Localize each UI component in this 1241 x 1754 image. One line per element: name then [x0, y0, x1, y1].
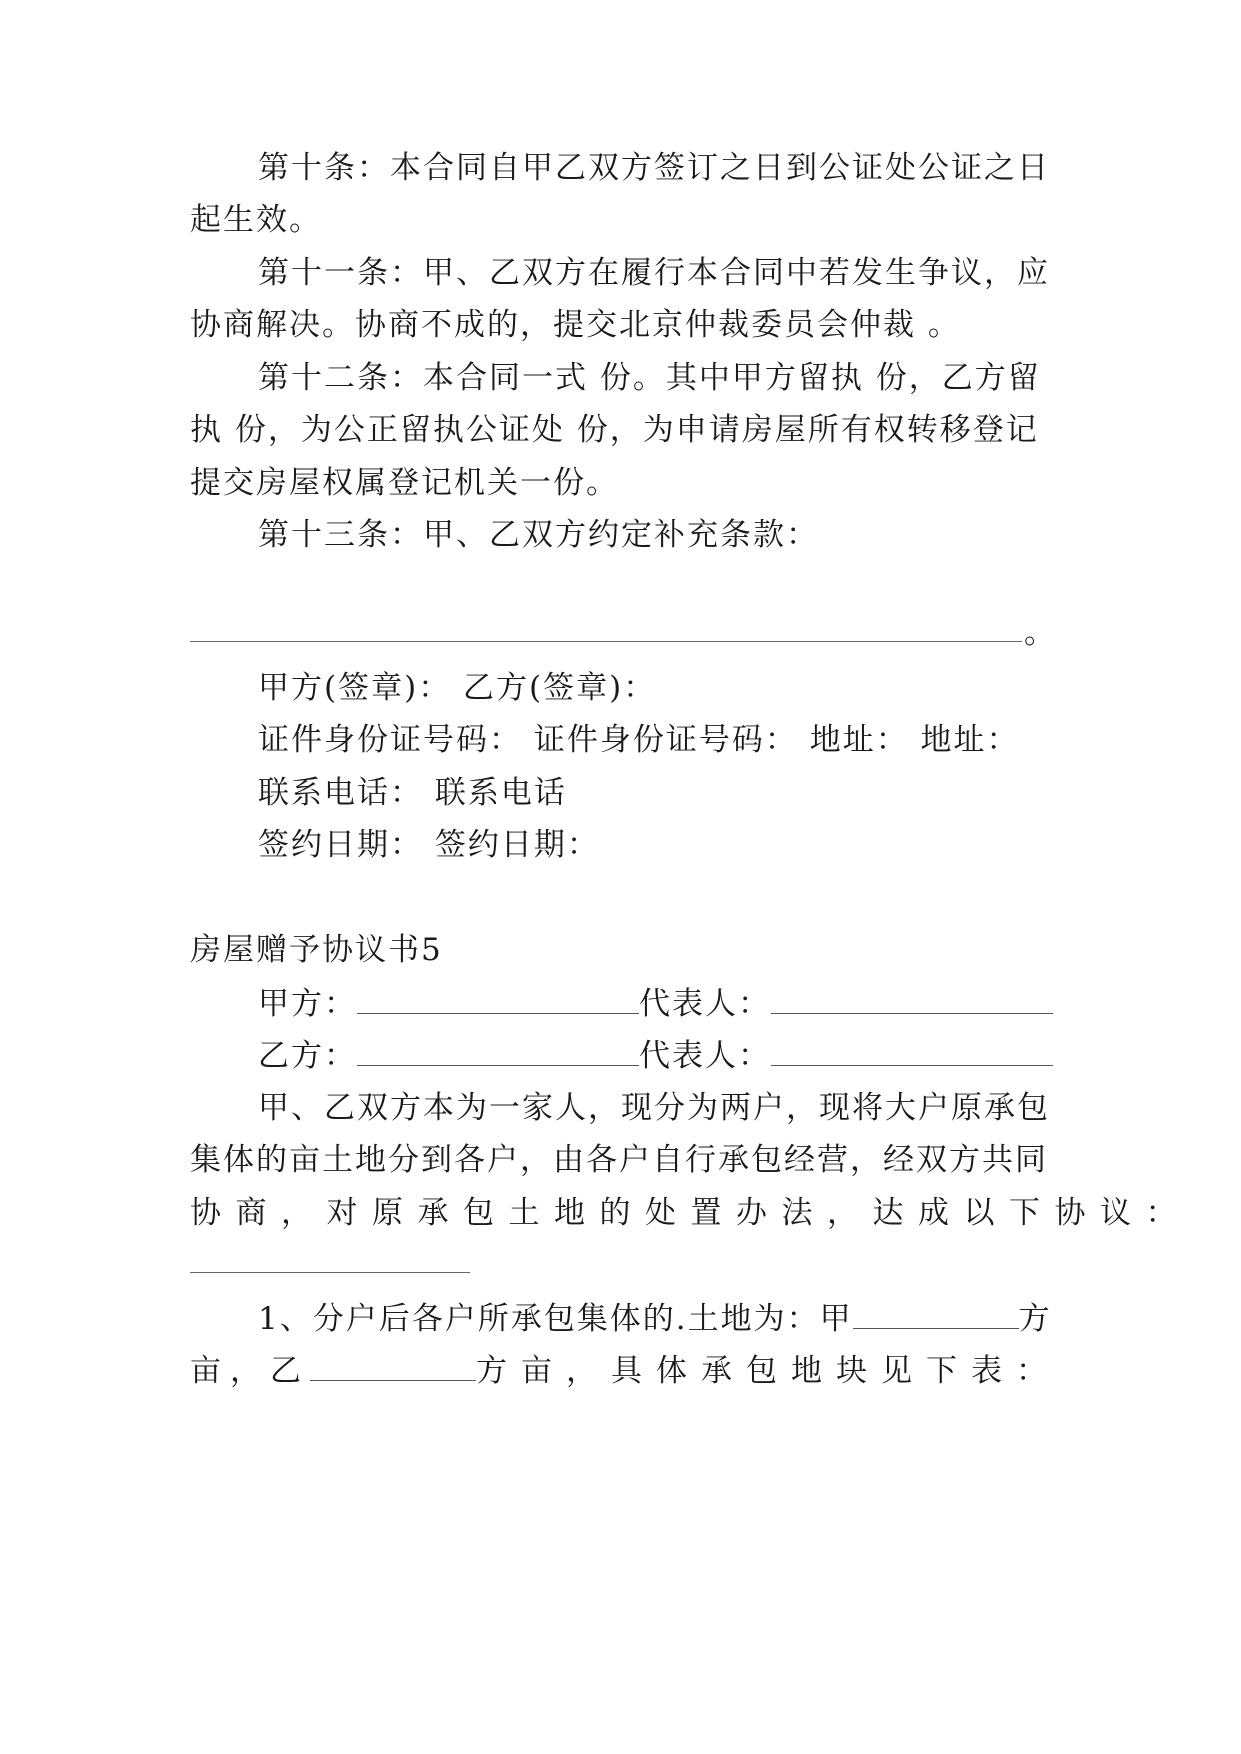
- clause-1-party-b-area-blank: [310, 1350, 476, 1381]
- doc5-intro-line-2: 集体的亩土地分到各户，由各户自行承包经营，经双方共同: [190, 1142, 1048, 1178]
- doc5-intro-blank: [190, 1272, 470, 1273]
- clause-1-text-a: 1、分户后各户所承包集体的.土地为：甲: [258, 1301, 853, 1337]
- article-11-line-1: 第十一条：甲、乙双方在履行本合同中若发生争议，应: [258, 255, 1050, 291]
- clause-1-text-d: 方亩，具体承包地块见下表：: [476, 1353, 1061, 1389]
- party-b-label: 乙方：: [258, 1038, 357, 1074]
- doc5-intro-line-3: 协商，对原承包土地的处置办法，达成以下协议：: [190, 1195, 1191, 1231]
- article-10-line-2: 起生效。: [190, 202, 322, 238]
- doc5-clause-1-line-2: [190, 1350, 1061, 1391]
- signature-line-1: 甲方(签章)： 乙方(签章)：: [258, 670, 657, 706]
- party-b-rep-label: 代表人：: [639, 1038, 771, 1074]
- doc5-clause-1-line-1: [258, 1298, 1050, 1339]
- supplementary-terms-blank: [190, 641, 1022, 642]
- signature-line-2: 证件身份证号码： 证件身份证号码： 地址： 地址：: [258, 722, 1020, 758]
- article-13-line-1: 第十三条：甲、乙双方约定补充条款：: [258, 517, 819, 553]
- article-11-line-2: 协商解决。协商不成的，提交北京仲裁委员会仲裁 。: [190, 307, 961, 343]
- clause-1-text-c: 亩，乙: [190, 1353, 310, 1389]
- clause-1-party-a-area-blank: [853, 1298, 1019, 1329]
- doc5-party-b-row: [258, 1035, 1050, 1076]
- doc5-intro-line-1: 甲、乙双方本为一家人，现分为两户，现将大户原承包: [258, 1090, 1050, 1126]
- article-12-line-2: 执 份，为公正留执公证处 份，为申请房屋所有权转移登记: [190, 412, 1039, 448]
- supplementary-terms-end-mark: 。: [1024, 615, 1055, 651]
- clause-1-text-b: 方: [1018, 1301, 1052, 1337]
- signature-line-3: 联系电话： 联系电话: [258, 775, 567, 811]
- article-12-line-3: 提交房屋权属登记机关一份。: [190, 465, 619, 501]
- party-a-rep-label: 代表人：: [639, 986, 771, 1022]
- party-b-blank: [357, 1035, 639, 1066]
- party-b-rep-blank: [771, 1035, 1053, 1066]
- party-a-rep-blank: [771, 983, 1053, 1014]
- article-12-line-1: 第十二条：本合同一式 份。其中甲方留执 份，乙方留: [258, 360, 1041, 396]
- doc5-party-a-row: [258, 983, 1050, 1024]
- article-10-line-1: 第十条：本合同自甲乙双方签订之日到公证处公证之日: [258, 150, 1050, 186]
- signature-line-4: 签约日期： 签约日期：: [258, 827, 600, 863]
- party-a-label: 甲方：: [258, 986, 357, 1022]
- doc5-title: 房屋赠予协议书5: [190, 932, 443, 968]
- party-a-blank: [357, 983, 639, 1014]
